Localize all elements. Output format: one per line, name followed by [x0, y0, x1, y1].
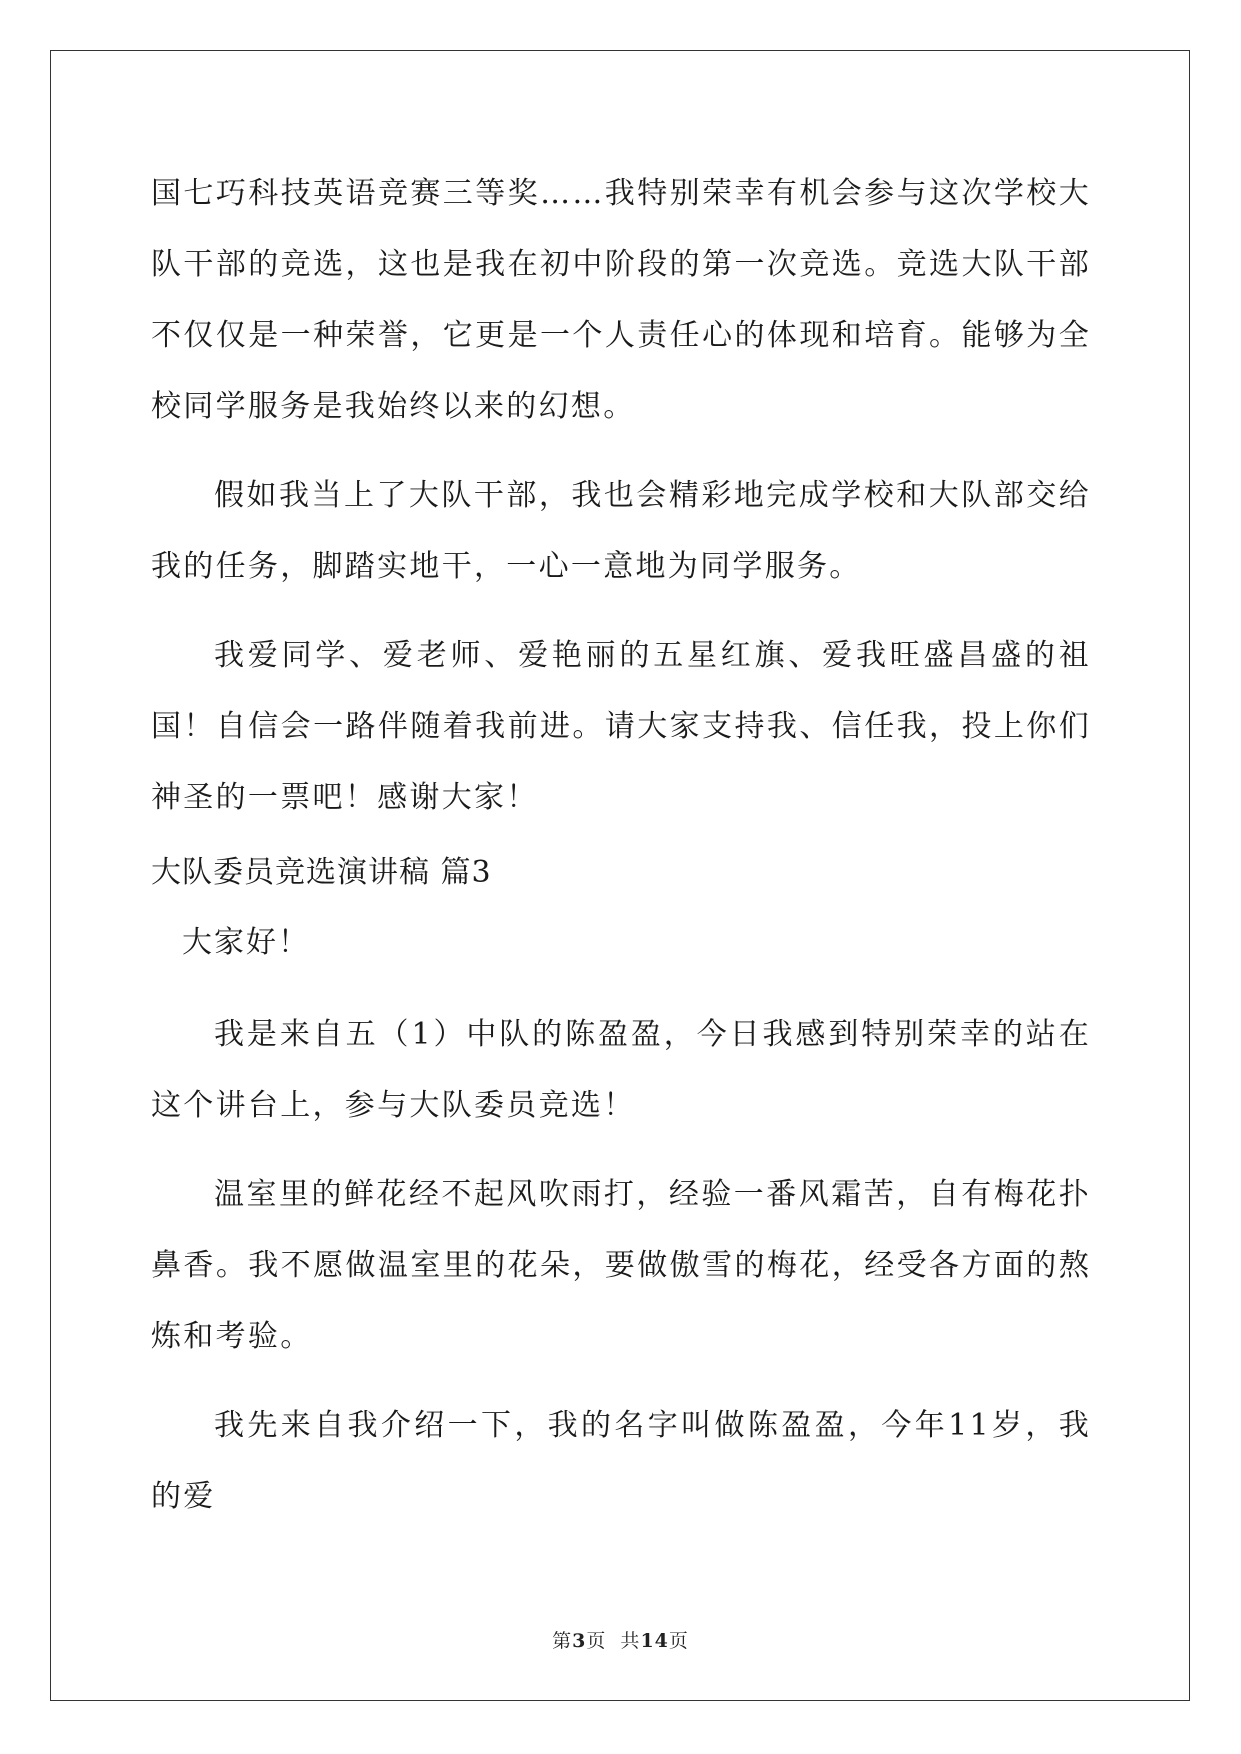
footer-suffix: 页 [668, 1630, 689, 1652]
paragraph-3: 我爱同学、爱老师、爱艳丽的五星红旗、爱我旺盛昌盛的祖国！自信会一路伴随着我前进。请大家支持我、信任我，投上你们神圣的一票吧！感谢大家！ [151, 638, 1091, 815]
paragraph-1: 国七巧科技英语竞赛三等奖……我特别荣幸有机会参与这次学校大队干部的竞选，这也是我在初中阶段的第一次竞选。竞选大队干部不仅仅是一种荣誉，它更是一个人责任心的体现和培育。能够为全校同学服务是我始终以来的幻想。 [151, 176, 1091, 424]
paragraph-6: 我先来自我介绍一下，我的名字叫做陈盈盈，今年11岁，我的爱 [151, 1408, 1091, 1514]
footer-total-pages: 14 [640, 1630, 669, 1652]
section-heading: 大队委员竞选演讲稿 篇3 [151, 855, 492, 890]
paragraph-2: 假如我当上了大队干部，我也会精彩地完成学校和大队部交给我的任务，脚踏实地干，一心一意地为同学服务。 [151, 478, 1091, 584]
greeting: 大家好！ [182, 925, 310, 960]
page-footer [0, 1626, 1241, 1653]
paragraph-5: 温室里的鲜花经不起风吹雨打，经验一番风霜苦，自有梅花扑鼻香。我不愿做温室里的花朵，要做傲雪的梅花，经受各方面的熬炼和考验。 [151, 1177, 1091, 1354]
footer-mid: 页 共 [586, 1630, 641, 1652]
footer-page-number: 3 [572, 1630, 587, 1652]
paragraph-4: 我是来自五（1）中队的陈盈盈，今日我感到特别荣幸的站在这个讲台上，参与大队委员竞选！ [151, 1017, 1091, 1123]
footer-prefix: 第 [552, 1630, 573, 1652]
document-body [151, 158, 1091, 1550]
